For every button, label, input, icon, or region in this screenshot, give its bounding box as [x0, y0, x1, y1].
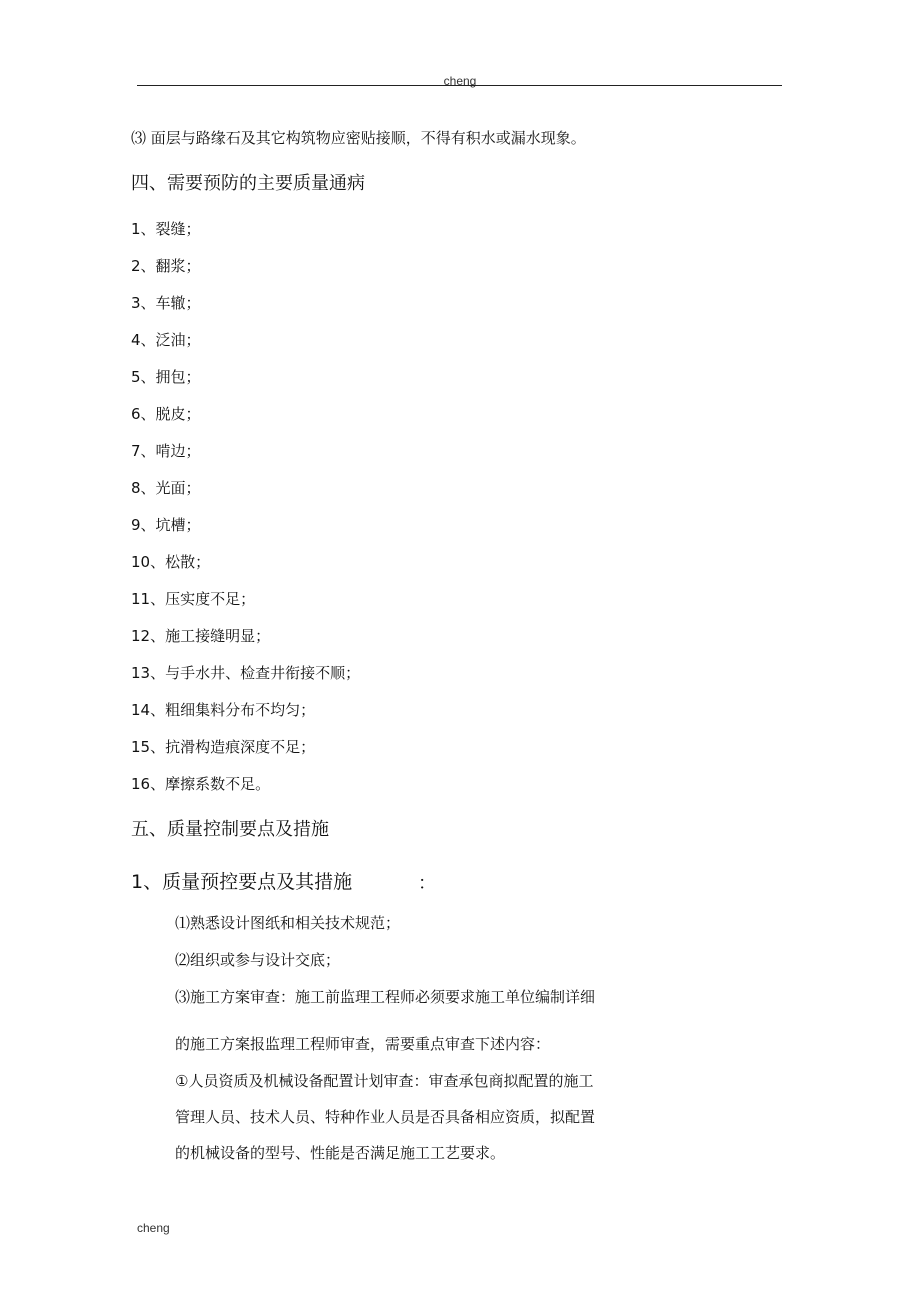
list-item: 5、拥包；: [131, 368, 201, 386]
list-item: 8、光面；: [131, 479, 201, 497]
list-item: 9、坑槽；: [131, 516, 201, 534]
list-item: 7、啃边；: [131, 442, 201, 460]
list-item: 1、裂缝；: [131, 220, 201, 238]
intro-line: ⑶ 面层与路缘石及其它构筑物应密贴接顺，不得有积水或漏水现象。: [131, 129, 586, 147]
list-item: 10、松散；: [131, 553, 211, 571]
list-item: 3、车辙；: [131, 294, 201, 312]
list-item: 4、泛油；: [131, 331, 201, 349]
list-item: 16、摩擦系数不足。: [131, 775, 271, 793]
header-rule: [137, 85, 782, 86]
section5-title: 五、质量控制要点及措施: [131, 819, 329, 840]
paragraph-line: 的机械设备的型号、性能是否满足施工工艺要求。: [175, 1144, 506, 1162]
subtitle-colon: ：: [418, 873, 436, 894]
paragraph-line: 管理人员、技术人员、特种作业人员是否具备相应资质，拟配置: [175, 1108, 596, 1126]
control-point: ⑶施工方案审查：施工前监理工程师必须要求施工单位编制详细: [175, 988, 596, 1006]
list-item: 11、压实度不足；: [131, 590, 256, 608]
page-header: cheng: [443, 74, 477, 88]
list-item: 14、粗细集料分布不均匀；: [131, 701, 316, 719]
section5-subtitle: 1、质量预控要点及其措施: [131, 871, 353, 893]
list-item: 6、脱皮；: [131, 405, 201, 423]
section4-title: 四、需要预防的主要质量通病: [131, 173, 365, 194]
paragraph-line: ①人员资质及机械设备配置计划审查：审查承包商拟配置的施工: [175, 1072, 594, 1090]
list-item: 15、抗滑构造痕深度不足；: [131, 738, 316, 756]
list-item: 13、与手水井、检查井衔接不顺；: [131, 664, 361, 682]
page-footer: cheng: [137, 1221, 170, 1235]
control-point: ⑵组织或参与设计交底；: [175, 951, 341, 969]
paragraph-line: 的施工方案报监理工程师审查，需要重点审查下述内容：: [175, 1035, 551, 1053]
list-item: 2、翻浆；: [131, 257, 201, 275]
list-item: 12、施工接缝明显；: [131, 627, 271, 645]
control-point: ⑴熟悉设计图纸和相关技术规范；: [175, 914, 401, 932]
